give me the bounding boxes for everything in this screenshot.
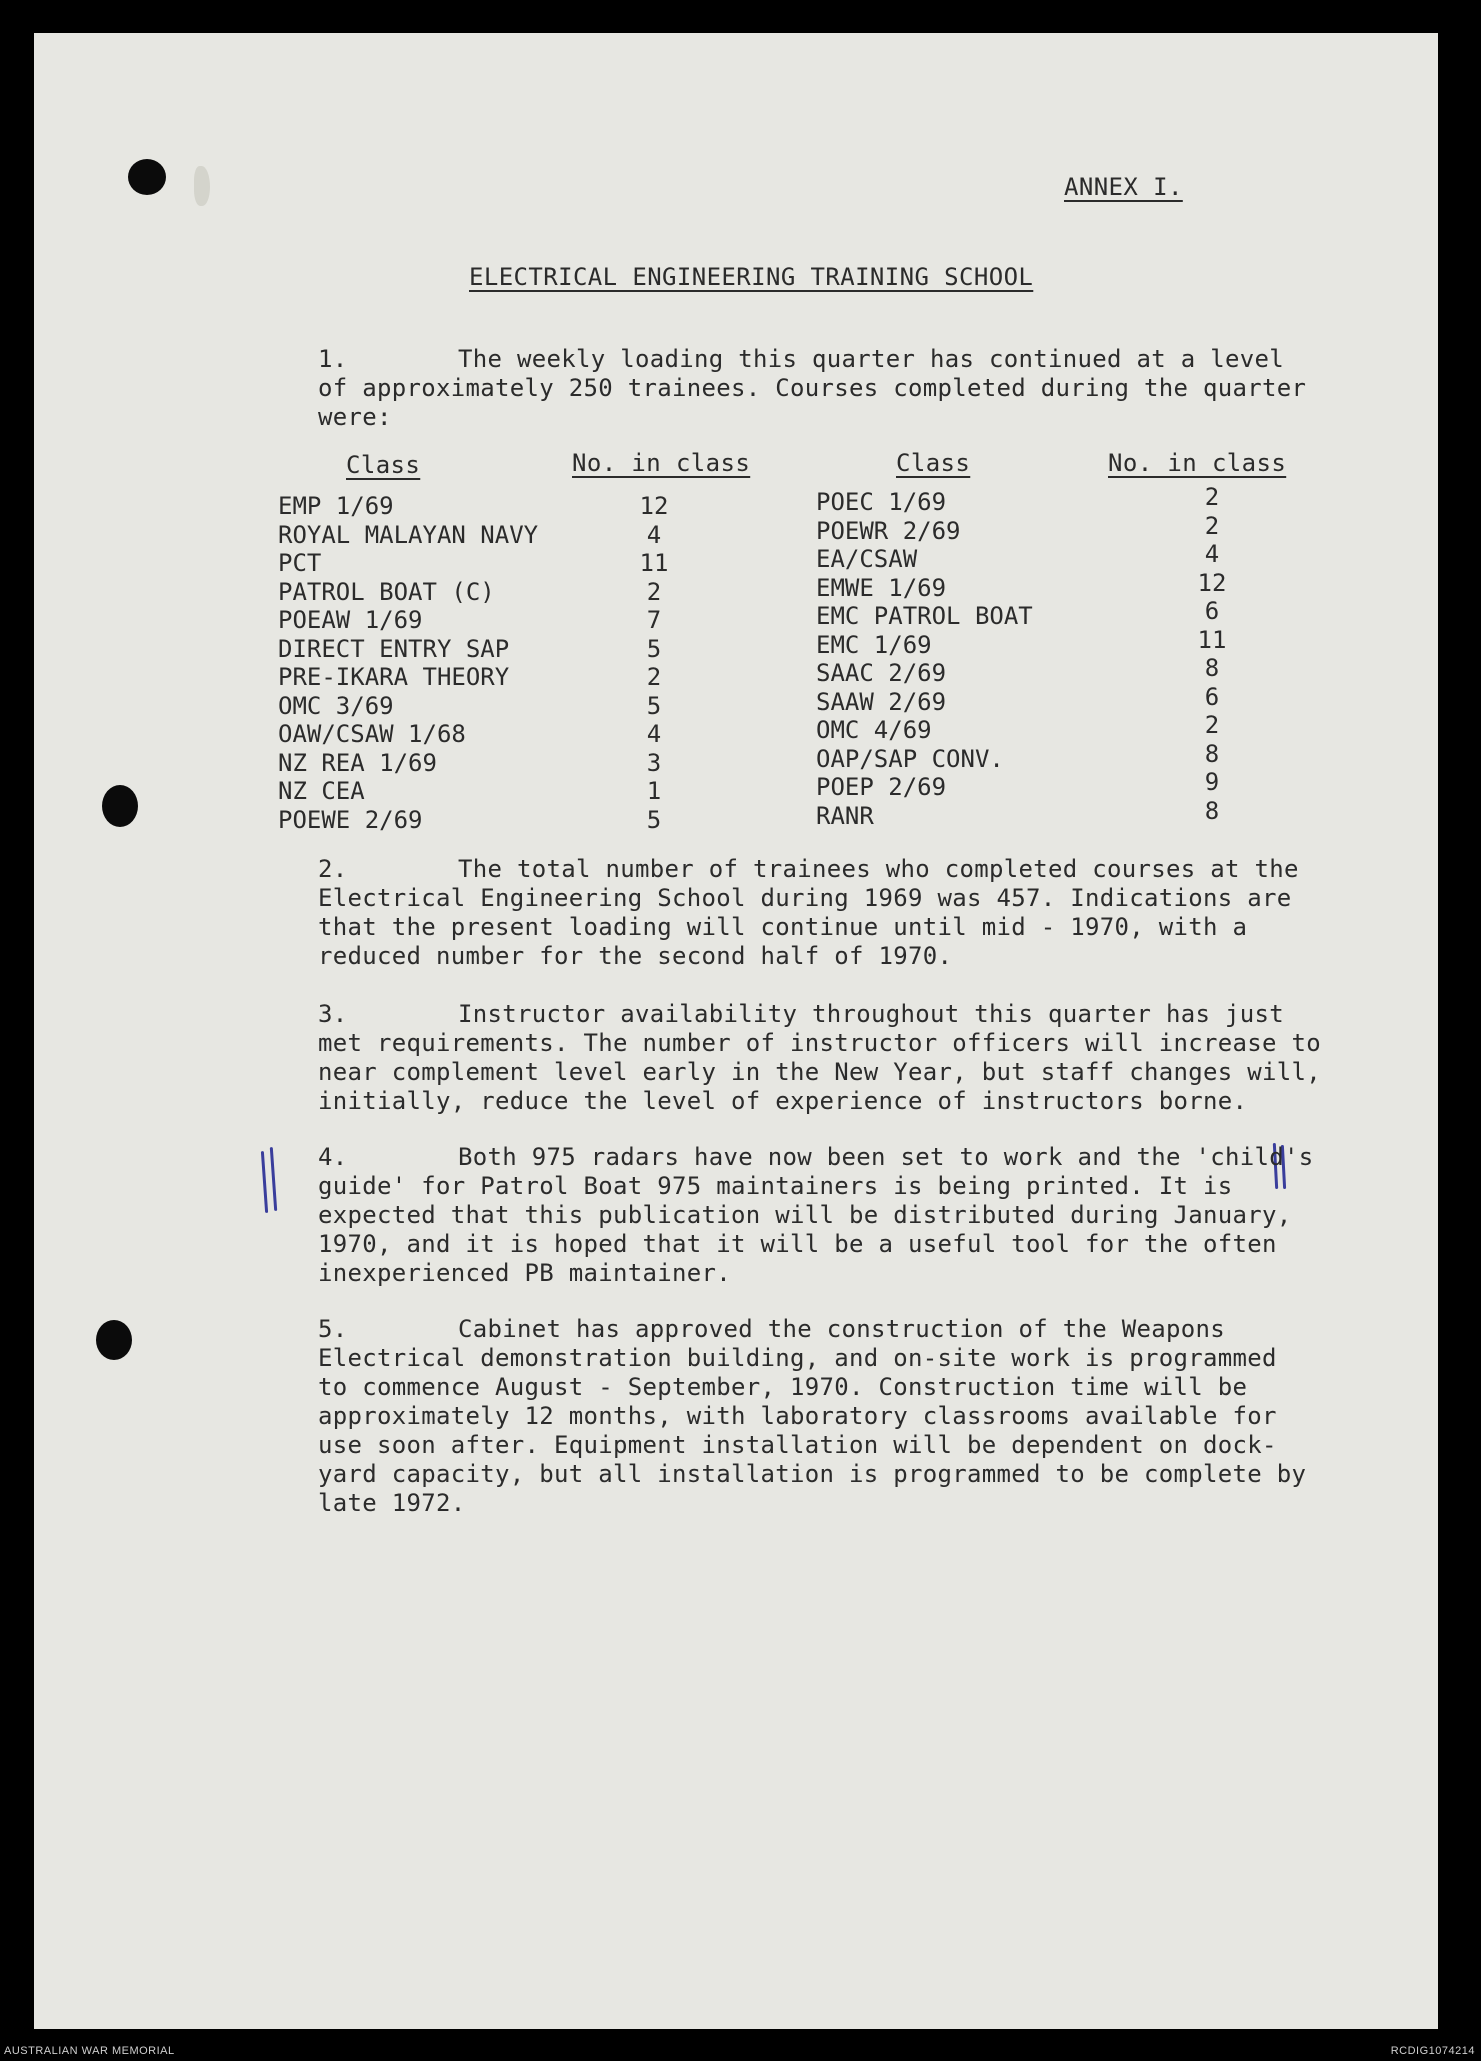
paragraph-number: 3. xyxy=(318,1000,348,1028)
table-cell: EA/CSAW xyxy=(816,545,918,573)
table-cell: 2 xyxy=(1204,511,1220,540)
paragraph-line: Cabinet has approved the construction of the Weapons xyxy=(458,1315,1225,1343)
paragraph-line: that the present loading will continue until mid - 1970, with a xyxy=(318,913,1248,941)
table-cell: POEC 1/69 xyxy=(816,488,947,516)
paragraph-line: late 1972. xyxy=(318,1489,466,1517)
table-cell: OMC 3/69 xyxy=(278,691,394,720)
table-cell: 2 xyxy=(1204,711,1220,739)
paragraph-line: inexperienced PB maintainer. xyxy=(318,1259,731,1287)
table-cell: 8 xyxy=(1204,654,1220,682)
paragraph-2 xyxy=(318,855,1318,971)
table-cell: POEWR 2/69 xyxy=(816,516,961,545)
table-cell: 6 xyxy=(1204,682,1220,711)
table-cell: 3 xyxy=(646,748,662,777)
paragraph-line: of approximately 250 trainees. Courses completed during the quarter xyxy=(318,374,1307,402)
left-number-column xyxy=(624,492,684,834)
paragraph-3 xyxy=(318,1000,1321,1116)
table-cell: POEAW 1/69 xyxy=(278,606,423,634)
paragraph-1 xyxy=(318,345,1318,432)
paragraph-number: 4. xyxy=(318,1143,348,1171)
punch-hole-top xyxy=(128,159,166,195)
table-cell: 5 xyxy=(646,634,662,663)
paragraph-line: to commence August - September, 1970. Construction time will be xyxy=(318,1373,1248,1401)
paragraph-5 xyxy=(318,1315,1318,1518)
paragraph-line: reduced number for the second half of 1970. xyxy=(318,942,953,970)
paragraph-line: met requirements. The number of instructor officers will increase to xyxy=(318,1029,1321,1057)
table-cell: OAP/SAP CONV. xyxy=(816,744,1004,773)
header-class-left: Class xyxy=(346,451,421,479)
table-cell: EMC PATROL BOAT xyxy=(816,602,1033,630)
table-cell: OAW/CSAW 1/68 xyxy=(278,720,466,748)
table-cell: EMP 1/69 xyxy=(278,492,394,520)
table-cell: OMC 4/69 xyxy=(816,716,932,744)
paragraph-line: were: xyxy=(318,403,392,431)
header-number-right: No. in class xyxy=(1108,449,1287,477)
table-cell: DIRECT ENTRY SAP xyxy=(278,634,510,663)
paragraph-line: use soon after. Equipment installation will be dependent on dock- xyxy=(318,1431,1277,1459)
left-class-column xyxy=(278,492,538,834)
paragraph-line: Electrical demonstration building, and on-site work is programmed xyxy=(318,1344,1277,1372)
table-cell: ROYAL MALAYAN NAVY xyxy=(278,520,539,549)
table-cell: EMC 1/69 xyxy=(816,630,932,659)
table-cell: EMWE 1/69 xyxy=(816,573,947,602)
table-cell: 8 xyxy=(1204,739,1220,768)
paragraph-line: expected that this publication will be distributed during January, xyxy=(318,1201,1292,1229)
right-number-column xyxy=(1182,483,1242,825)
table-cell: 11 xyxy=(639,549,669,577)
table-cell: 7 xyxy=(646,606,662,634)
paragraph-line: approximately 12 months, with laboratory classrooms available for xyxy=(318,1402,1277,1430)
paragraph-line: guide' for Patrol Boat 975 maintainers is being printed. It is xyxy=(318,1172,1233,1200)
table-cell: 2 xyxy=(646,663,662,691)
table-cell: 5 xyxy=(646,691,662,720)
paragraph-line: yard capacity, but all installation is programmed to be complete by xyxy=(318,1460,1307,1488)
table-cell: 8 xyxy=(1204,796,1220,825)
paper-tear xyxy=(194,166,210,206)
table-cell: 9 xyxy=(1204,768,1220,796)
paragraph-number: 5. xyxy=(318,1315,348,1343)
table-cell: 1 xyxy=(646,777,662,805)
footer-record-id: RCDIG1074214 xyxy=(1390,2045,1475,2057)
paragraph-line: The weekly loading this quarter has continued at a level xyxy=(458,345,1284,373)
table-cell: 6 xyxy=(1204,597,1220,625)
paragraph-line: Both 975 radars have now been set to work and the 'child's xyxy=(458,1143,1314,1171)
paragraph-line: The total number of trainees who completed courses at the xyxy=(458,855,1299,883)
table-cell: 2 xyxy=(1204,483,1220,511)
table-cell: SAAW 2/69 xyxy=(816,687,947,716)
header-number-left: No. in class xyxy=(572,449,751,477)
table-cell: 4 xyxy=(646,720,662,748)
table-cell: 4 xyxy=(646,520,662,549)
paragraph-line: Electrical Engineering School during 1969 was 457. Indications are xyxy=(318,884,1292,912)
right-class-column xyxy=(816,488,1033,830)
table-cell: NZ REA 1/69 xyxy=(278,748,437,777)
punch-hole-middle xyxy=(102,785,138,827)
document-page xyxy=(34,33,1438,2029)
table-cell: NZ CEA xyxy=(278,777,365,805)
paragraph-4 xyxy=(318,1143,1318,1288)
table-cell: SAAC 2/69 xyxy=(816,659,947,687)
paragraph-number: 2. xyxy=(318,855,348,883)
paragraph-line: near complement level early in the New Year, but staff changes will, xyxy=(318,1058,1321,1086)
table-cell: 11 xyxy=(1197,625,1227,654)
table-cell: 4 xyxy=(1204,540,1220,568)
footer-archive-name: AUSTRALIAN WAR MEMORIAL xyxy=(4,2045,175,2057)
table-cell: 2 xyxy=(646,577,662,606)
table-cell: 12 xyxy=(639,492,669,520)
paragraph-line: initially, reduce the level of experience of instructors borne. xyxy=(318,1087,1248,1115)
punch-hole-bottom xyxy=(96,1320,132,1360)
table-cell: 5 xyxy=(646,805,662,834)
margin-mark-left xyxy=(270,1147,277,1211)
table-cell: PATROL BOAT (C) xyxy=(278,577,495,606)
table-cell: POEP 2/69 xyxy=(816,773,947,801)
paragraph-number: 1. xyxy=(318,345,348,373)
document-title: ELECTRICAL ENGINEERING TRAINING SCHOOL xyxy=(469,263,1034,291)
paragraph-line: 1970, and it is hoped that it will be a useful tool for the often xyxy=(318,1230,1277,1258)
table-cell: PRE-IKARA THEORY xyxy=(278,663,510,691)
paragraph-line: Instructor availability throughout this quarter has just xyxy=(458,1000,1284,1028)
table-cell: POEWE 2/69 xyxy=(278,805,423,834)
header-class-right: Class xyxy=(896,449,971,477)
table-cell: 12 xyxy=(1197,568,1227,597)
table-cell: RANR xyxy=(816,801,874,830)
annex-label: ANNEX I. xyxy=(1064,173,1183,201)
table-cell: PCT xyxy=(278,549,322,577)
margin-mark-left xyxy=(261,1151,268,1213)
